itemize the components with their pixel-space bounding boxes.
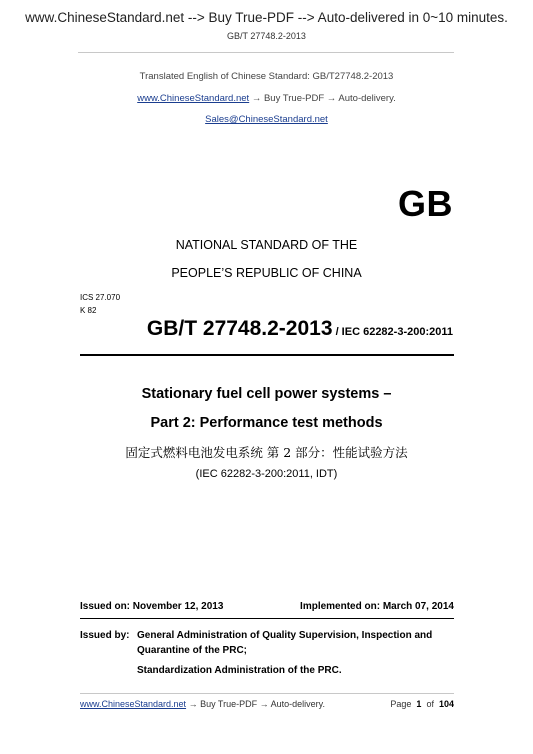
implemented-on-date: Implemented on: March 07, 2014 xyxy=(300,601,454,612)
title-line1: Stationary fuel cell power systems – xyxy=(141,386,392,402)
title-chinese: 固定式燃料电池发电系统 第 2 部分：性能试验方法 xyxy=(125,445,408,460)
footer-divider xyxy=(80,693,454,694)
top-banner: www.ChineseStandard.net --> Buy True-PDF --> Auto-delivered in 0~10 minutes. xyxy=(25,10,508,25)
issued-by-org2: Standardization Administration of the PRC. xyxy=(137,665,342,676)
page-indicator xyxy=(390,699,454,709)
national-standard-line1: NATIONAL STANDARD OF THE xyxy=(175,238,358,252)
footer-site-link[interactable]: www.ChineseStandard.net xyxy=(80,699,187,709)
standard-number: GB/T 27748.2-2013 xyxy=(146,317,333,340)
translation-note: Translated English of Chinese Standard: GB/T27748.2-2013 xyxy=(139,71,394,82)
issued-by-label: Issued by: xyxy=(80,630,130,641)
email-link[interactable]: Sales@ChineseStandard.net xyxy=(205,114,328,125)
standard-number-line xyxy=(147,317,453,341)
site-link[interactable]: www.ChineseStandard.net xyxy=(137,93,250,104)
gb-mark: GB xyxy=(398,183,453,224)
footer-links xyxy=(80,699,325,709)
iec-reference: (IEC 62282-3-200:2011, IDT) xyxy=(195,468,338,480)
header-doc-code: GB/T 27748.2-2013 xyxy=(227,31,306,41)
issue-rule xyxy=(80,618,454,619)
iec-equivalent: / IEC 62282-3-200:2011 xyxy=(332,326,453,338)
title-line2: Part 2: Performance test methods xyxy=(150,415,383,431)
page-current: 1 xyxy=(416,699,422,709)
page-of: of xyxy=(426,699,434,709)
title-rule xyxy=(80,354,454,356)
ics-code: ICS 27.070 xyxy=(80,293,121,302)
issued-on-date: Issued on: November 12, 2013 xyxy=(80,601,224,612)
k-code: K 82 xyxy=(80,306,97,315)
header-divider xyxy=(78,52,454,53)
email-row xyxy=(0,114,533,125)
issued-by-org1: General Administration of Quality Supervision, Inspection and Quarantine of the PRC; xyxy=(137,630,433,656)
site-link-suffix: → Buy True-PDF → Auto-delivery. xyxy=(249,93,396,104)
page-label: Page xyxy=(390,699,412,709)
translation-links xyxy=(0,93,533,104)
footer-site-suffix: → Buy True-PDF → Auto-delivery. xyxy=(186,699,325,709)
national-standard-line2: PEOPLE’S REPUBLIC OF CHINA xyxy=(171,266,362,280)
page-total: 104 xyxy=(438,699,454,709)
